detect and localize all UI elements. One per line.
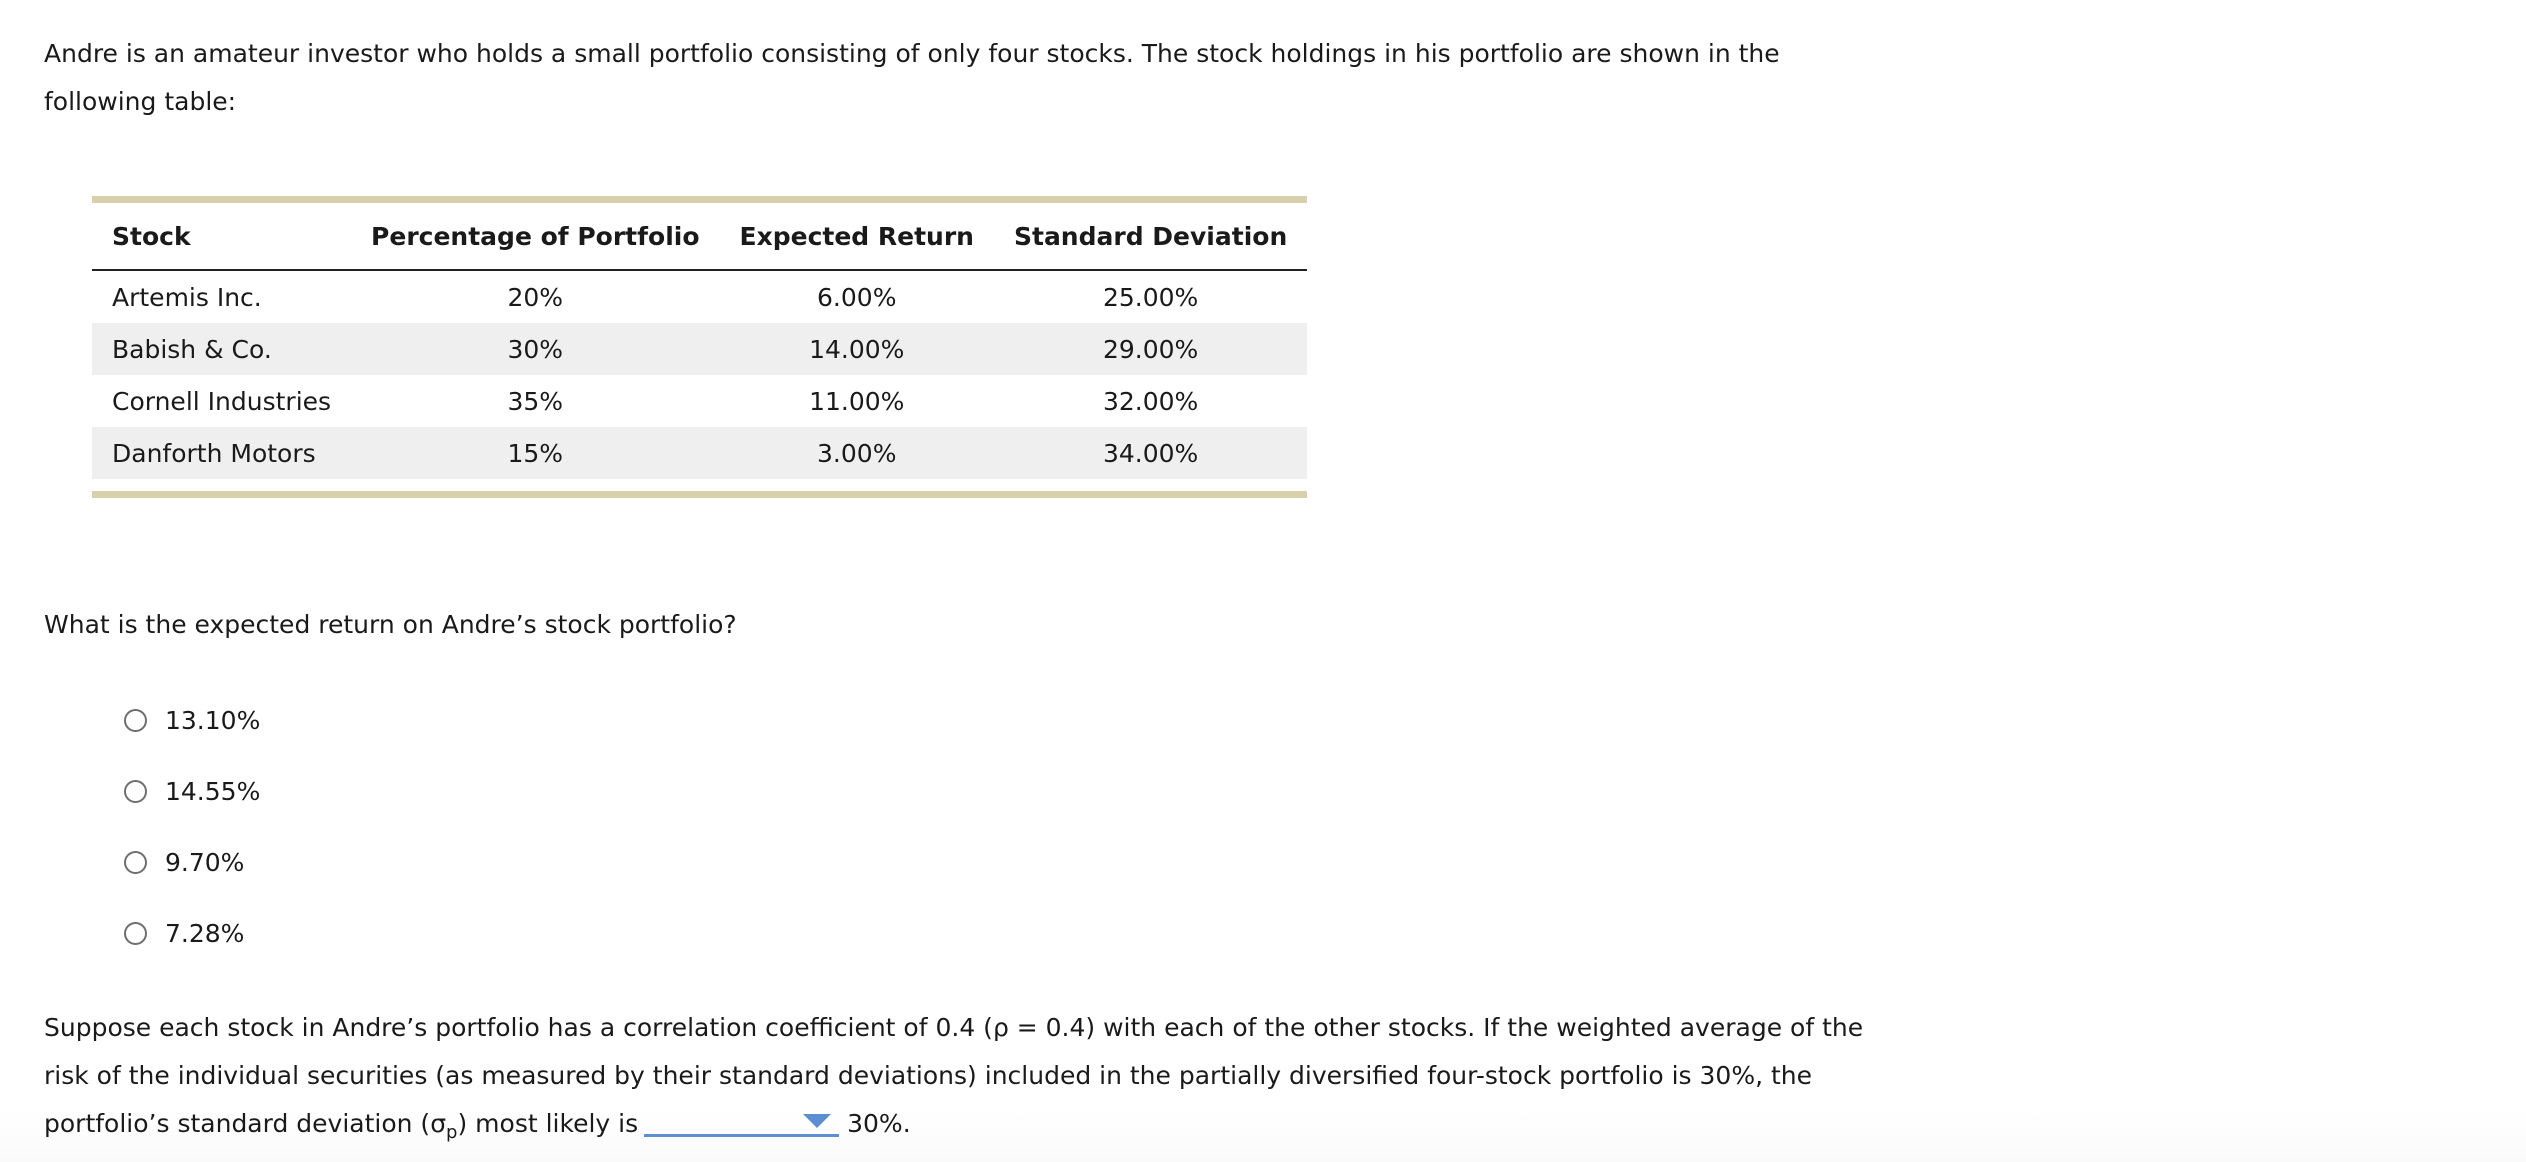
cell-stock: Danforth Motors <box>92 427 351 479</box>
table-header-row <box>92 203 1307 270</box>
radio-button[interactable] <box>124 780 147 803</box>
cell-expected-return: 14.00% <box>720 323 994 375</box>
cell-percentage: 20% <box>507 282 564 312</box>
table-top-bar <box>92 196 1307 203</box>
cell-expected-return: 3.00% <box>720 427 994 479</box>
cell-percentage: 15% <box>351 427 719 479</box>
option-label: 7.28% <box>165 919 245 948</box>
question-2-text-before: Suppose each stock in Andre’s portfolio has a correlation coefficient of 0.4 (ρ = 0.4) with each of the other stocks. If the weighted average of the risk of the individual securities (as measured by their standard deviations) included in the partially diversified four-stock portfolio is 30%, the portfolio’s standard deviation ( <box>44 1013 1864 1138</box>
table-spacer <box>92 479 1307 491</box>
cell-expected-return: 6.00% <box>817 282 897 312</box>
header-expected-return: Expected Return <box>720 203 994 270</box>
sigma-symbol: σ <box>430 1109 447 1138</box>
table-row <box>92 375 1307 427</box>
option-2[interactable] <box>124 756 260 827</box>
table-row <box>92 270 1307 323</box>
question-2-text-mid: ) most likely is <box>457 1109 639 1138</box>
sigma-p-symbol <box>430 1109 458 1143</box>
option-label: 9.70% <box>165 848 245 877</box>
chevron-down-icon[interactable] <box>803 1114 831 1128</box>
table-row <box>92 427 1307 479</box>
question-2-text-after: 30%. <box>847 1109 911 1138</box>
cell-expected-return: 11.00% <box>809 386 905 416</box>
header-standard-deviation: Standard Deviation <box>994 203 1307 270</box>
table-row <box>92 323 1307 375</box>
cell-percentage: 30% <box>351 323 719 375</box>
radio-button[interactable] <box>124 851 147 874</box>
option-label: 14.55% <box>165 777 261 806</box>
std-dev-comparison-dropdown[interactable] <box>644 1102 839 1137</box>
cell-std-dev: 32.00% <box>1102 386 1199 416</box>
answer-options <box>124 685 260 969</box>
cell-std-dev: 29.00% <box>994 323 1307 375</box>
cell-std-dev: 25.00% <box>1102 282 1199 312</box>
table-bottom-bar <box>92 491 1307 498</box>
stock-table <box>92 196 1307 498</box>
radio-button[interactable] <box>124 709 147 732</box>
radio-button[interactable] <box>124 922 147 945</box>
cell-percentage: 35% <box>507 386 564 416</box>
cell-stock: Cornell Industries <box>112 386 332 416</box>
sigma-subscript: p <box>446 1122 458 1143</box>
option-4[interactable] <box>124 898 260 969</box>
question-1-text: What is the expected return on Andre’s stock portfolio? <box>44 610 737 639</box>
cell-std-dev: 34.00% <box>994 427 1307 479</box>
header-stock: Stock <box>92 203 351 270</box>
option-label: 13.10% <box>165 706 261 735</box>
cell-stock: Artemis Inc. <box>112 282 262 312</box>
cell-stock: Babish & Co. <box>92 323 351 375</box>
intro-text: Andre is an amateur investor who holds a small portfolio consisting of only four stocks. The stock holdings in his portfolio are shown in the following table: <box>44 39 1780 116</box>
option-3[interactable] <box>124 827 260 898</box>
header-percentage: Percentage of Portfolio <box>351 203 719 270</box>
option-1[interactable] <box>124 685 260 756</box>
question-2-text <box>44 1004 1874 1157</box>
